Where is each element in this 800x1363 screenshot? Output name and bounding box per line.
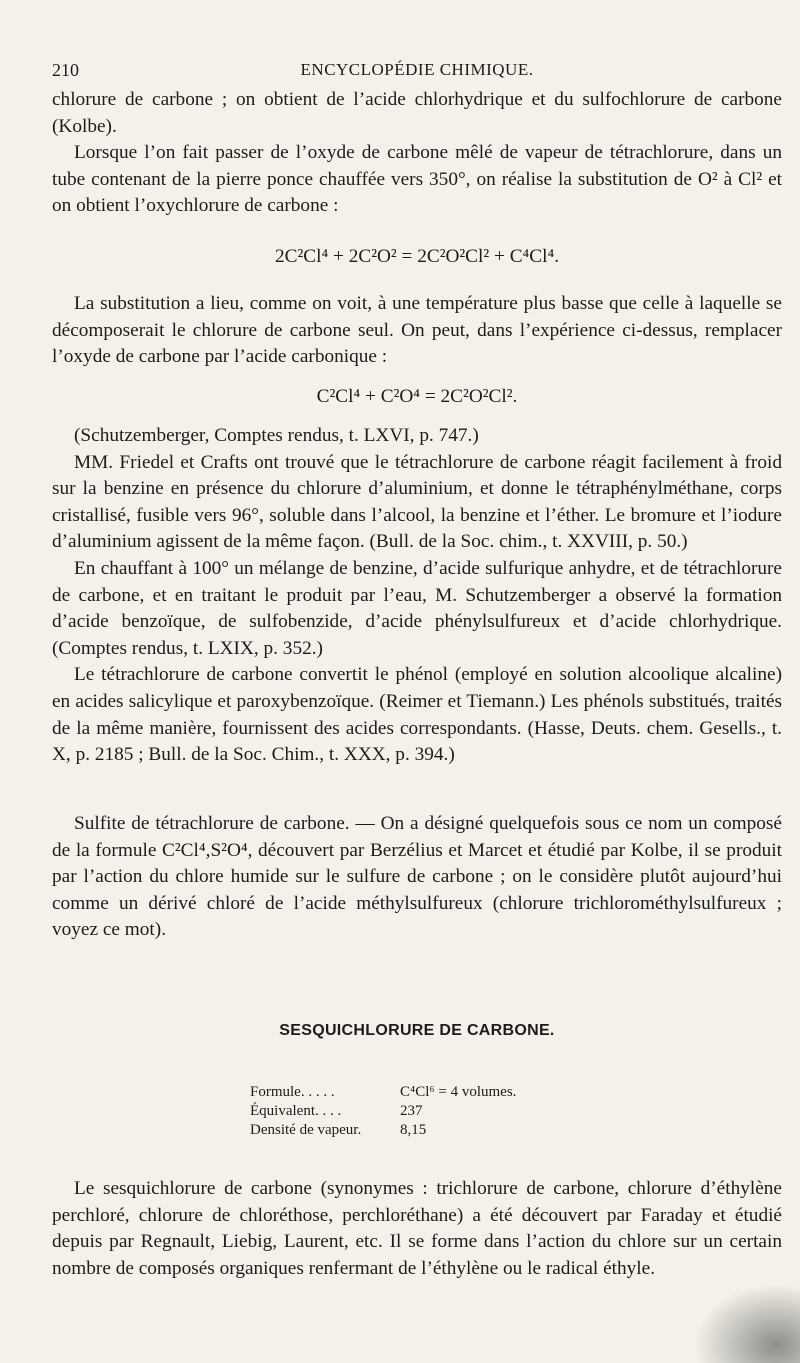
paragraph: Sulfite de tétrachlorure de carbone. — On a désigné quelquefois sous ce nom un composé de la formule C²Cl⁴,S²O⁴, découvert par Berzélius et Marcet et étudié par Kolbe, il se produit par l’action du chlore humide sur le sulfure de carbone ; on le considère plutôt aujourd’hui comme un dérivé chloré de l’acide méthylsulfureux (chlorure trichlorométhylsulfureux ; voyez ce mot).	[52, 813, 782, 941]
property-value: 8,15	[400, 1122, 427, 1138]
page-stain	[680, 1273, 800, 1363]
text-block-2	[52, 291, 782, 371]
property-row	[250, 1083, 516, 1102]
paragraph: Le sesquichlorure de carbone (synonymes : trichlorure de carbone, chlorure d’éthylène perchloré, chlorure de chloréthose, perchloréthane) a été découvert par Faraday et étudié depuis par Regnault, Liebig, Laurent, etc. Il se forme dans l’action du chlore sur un certain nombre de composés organiques renfermant de l’éthylène ou le radical éthyle.	[52, 1178, 782, 1279]
page-number: 210	[52, 60, 79, 80]
paragraph: En chauffant à 100° un mélange de benzine, d’acide sulfurique anhydre, et de tétrachlorure de carbone, et en traitant le produit par l’eau, M. Schutzemberger a observé la formation d’acide benzoïque, de sulfobenzide, d’acide phénylsulfureux et d’acide chlorhydrique. (Comptes rendus, t. LXIX, p. 352.)	[52, 557, 782, 659]
text-block-4	[52, 811, 782, 944]
paragraph: Le tétrachlorure de carbone convertit le phénol (employé en solution alcoolique alcaline) en acides salicylique et paroxybenzoïque. (Reimer et Tiemann.) Les phénols substitués, traités de la même manière, fournissent des acides correspondants. (Hasse, Deuts. chem. Gesells., t. X, p. 2185 ; Bull. de la Soc. Chim., t. XXX, p. 394.)	[52, 664, 782, 766]
equation: C²Cl⁴ + C²O⁴ = 2C²O²Cl².	[316, 386, 518, 407]
text-block-3	[52, 423, 782, 769]
property-row	[250, 1121, 516, 1140]
paragraph: Lorsque l’on fait passer de l’oxyde de carbone mêlé de vapeur de tétrachlorure, dans un tube contenant de la pierre ponce chauffée vers 350°, on réalise la substitution de O² à Cl² et on obtient l’oxychlorure de carbone :	[52, 142, 782, 217]
property-label: Densité de vapeur.	[250, 1122, 362, 1138]
property-value: C⁴Cl⁶ = 4 volumes.	[400, 1084, 517, 1100]
property-label: Formule. . . . .	[250, 1084, 335, 1100]
paragraph: chlorure de carbone ; on obtient de l’acide chlorhydrique et du sulfochlorure de carbone (Kolbe).	[52, 89, 782, 137]
reference: (Schutzemberger, Comptes rendus, t. LXVI, p. 747.)	[74, 425, 479, 446]
paragraph: La substitution a lieu, comme on voit, à une température plus basse que celle à laquelle se décomposerait le chlorure de carbone seul. On peut, dans l’expérience ci-dessus, remplacer l’oxyde de carbone par l’acide carbonique :	[52, 293, 782, 368]
properties-table	[250, 1083, 516, 1140]
paragraph: MM. Friedel et Crafts ont trouvé que le tétrachlorure de carbone réagit facilement à froid sur la benzine en présence du chlorure d’aluminium, et donne le tétraphénylméthane, corps cristallisé, fusible vers 96°, soluble dans l’alcool, la benzine et l’éther. Le bromure et l’iodure d’aluminium agissent de la même façon. (Bull. de la Soc. chim., t. XXVIII, p. 50.)	[52, 451, 782, 553]
text-block-5	[52, 1176, 782, 1282]
running-title: ENCYCLOPÉDIE CHIMIQUE.	[300, 60, 534, 79]
page-header	[52, 60, 782, 84]
equation: 2C²Cl⁴ + 2C²O² = 2C²O²Cl² + C⁴Cl⁴.	[274, 246, 560, 267]
text-block-1	[52, 87, 782, 220]
property-label: Équivalent. . . .	[250, 1103, 342, 1119]
section-title: SESQUICHLORURE DE CARBONE.	[279, 1022, 555, 1039]
property-value: 237	[400, 1103, 423, 1119]
property-row	[250, 1102, 516, 1121]
